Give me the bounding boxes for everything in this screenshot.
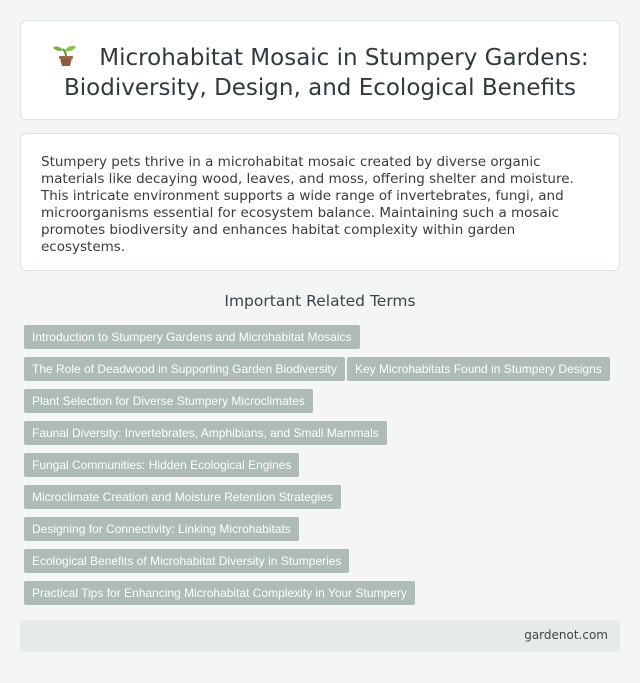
footer xyxy=(20,620,620,652)
related-term-tag[interactable]: Faunal Diversity: Invertebrates, Amphibians, and Small Mammals xyxy=(24,421,387,445)
related-term-tag[interactable]: Key Microhabitats Found in Stumpery Designs xyxy=(347,357,610,381)
title-line-1: Microhabitat Mosaic in Stumpery Gardens: xyxy=(99,45,589,71)
related-terms-heading: Important Related Terms xyxy=(224,292,416,310)
footer-site-link[interactable]: gardenot.com xyxy=(524,628,608,642)
seedling-icon xyxy=(51,43,81,67)
related-term-tag[interactable]: Microclimate Creation and Moisture Retention Strategies xyxy=(24,485,341,509)
summary-text: Stumpery pets thrive in a microhabitat mosaic created by diverse organic materials like decaying wood, leaves, and moss, offering shelter and moisture. This intricate environment supports a wide range of invertebrates, fungi, and microorganisms essential for ecosystem balance. Maintaining such a mosaic promotes biodiversity and enhances habitat complexity within garden ecosystems. xyxy=(41,154,574,255)
related-term-tag[interactable]: Practical Tips for Enhancing Microhabitat Complexity in Your Stumpery xyxy=(24,581,415,605)
related-term-tag[interactable]: Fungal Communities: Hidden Ecological Engines xyxy=(24,453,299,477)
related-term-tag[interactable]: The Role of Deadwood in Supporting Garden Biodiversity xyxy=(24,357,345,381)
related-term-tag[interactable]: Ecological Benefits of Microhabitat Diversity in Stumperies xyxy=(24,549,349,573)
summary-card xyxy=(20,133,620,271)
related-term-tag[interactable]: Designing for Connectivity: Linking Microhabitats xyxy=(24,517,299,541)
page-title xyxy=(21,43,619,103)
title-line-2: Biodiversity, Design, and Ecological Benefits xyxy=(64,75,576,101)
title-card xyxy=(20,20,620,120)
related-term-tag[interactable]: Introduction to Stumpery Gardens and Microhabitat Mosaics xyxy=(24,325,360,349)
related-term-tag[interactable]: Plant Selection for Diverse Stumpery Microclimates xyxy=(24,389,313,413)
